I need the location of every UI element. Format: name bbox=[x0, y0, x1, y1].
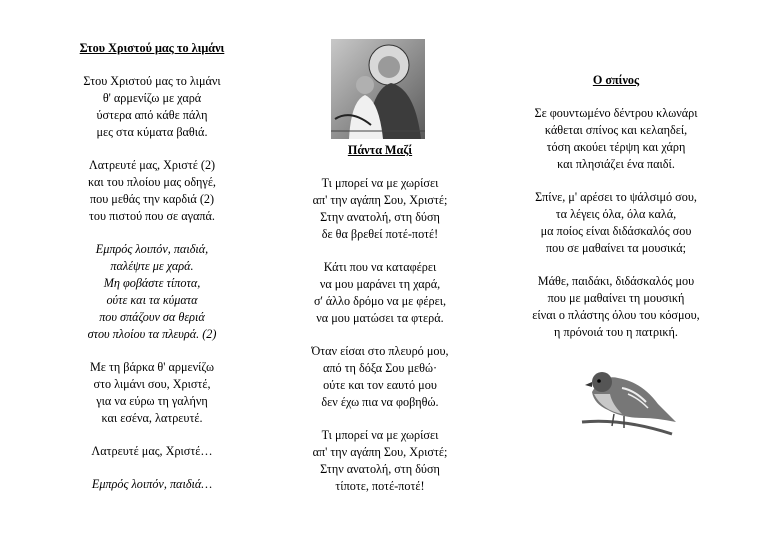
stanza bbox=[506, 189, 726, 257]
verse-line: δεν έχω πια να φοβηθώ. bbox=[321, 395, 439, 409]
verse-line: ούτε και τον εαυτό μου bbox=[323, 378, 437, 392]
verse-line: ούτε και τα κύματα bbox=[106, 293, 198, 307]
stanza bbox=[270, 175, 490, 243]
verse-line: σ' άλλο δρόμο να με φέρει, bbox=[313, 294, 447, 308]
verse-line: παλέψτε με χαρά. bbox=[110, 259, 194, 273]
verse-line: στου πλοίου τα πλευρά. (2) bbox=[87, 327, 217, 341]
verse-line: Σε φουντωμένο δέντρου κλωνάρι bbox=[534, 106, 698, 120]
poem-column-3 bbox=[506, 0, 726, 357]
verse-line: τα λέγεις όλα, όλα καλά, bbox=[555, 207, 677, 221]
verse-line: στο λιμάνι σου, Χριστέ, bbox=[93, 377, 211, 391]
verse-line: Μη φοβάστε τίποτα, bbox=[103, 276, 201, 290]
stanza bbox=[42, 443, 262, 460]
verse-line: δε θα βρεθεί ποτέ-ποτέ! bbox=[321, 227, 439, 241]
verse-line: μες στα κύματα βαθιά. bbox=[96, 125, 208, 139]
verse-line: να μου ματώσει τα φτερά. bbox=[316, 311, 444, 325]
verse-line: που μεθάς την καρδιά (2) bbox=[89, 192, 215, 206]
stanza-chorus bbox=[42, 241, 262, 343]
verse-line: απ' την αγάπη Σου, Χριστέ; bbox=[312, 445, 448, 459]
verse-line: Τι μπορεί να με χωρίσει bbox=[321, 176, 439, 190]
finch-bird-icon bbox=[572, 352, 680, 444]
verse-line: από τη δόξα Σου μεθώ· bbox=[322, 361, 438, 375]
verse-line: που με μαθαίνει τη μουσική bbox=[547, 291, 685, 305]
verse-line: και πλησιάζει ένα παιδί. bbox=[557, 157, 675, 171]
verse-line: τόση ακούει τέρψη και χάρη bbox=[546, 140, 686, 154]
verse-line: Λατρευτέ μας, Χριστέ… bbox=[91, 444, 213, 458]
verse-line: να μου μαράνει τη χαρά, bbox=[319, 277, 441, 291]
verse-line: κάθεται σπίνος και κελαηδεί, bbox=[544, 123, 688, 137]
poem-title-2: Πάντα Μαζί bbox=[347, 143, 413, 157]
verse-line: Στην ανατολή, στη δύση bbox=[320, 462, 440, 476]
verse-line: Στην ανατολή, στη δύση bbox=[320, 210, 440, 224]
poem-column-1 bbox=[42, 0, 262, 509]
verse-line: Σπίνε, μ' αρέσει το ψάλσιμό σου, bbox=[535, 190, 697, 204]
poem-title-1: Στου Χριστού μας το λιμάνι bbox=[79, 41, 225, 55]
verse-line: του πιστού που σε αγαπά. bbox=[89, 209, 215, 223]
poem-title-3: Ο σπίνος bbox=[592, 73, 640, 87]
stanza bbox=[42, 359, 262, 427]
stanza bbox=[270, 259, 490, 327]
stanza bbox=[270, 427, 490, 495]
verse-line: Στου Χριστού μας το λιμάνι bbox=[83, 74, 221, 88]
verse-line: ύστερα από κάθε πάλη bbox=[96, 108, 208, 122]
verse-line: η πρόνοιά του η πατρική. bbox=[554, 325, 678, 339]
verse-line: που σπάζουν σα θεριά bbox=[99, 310, 205, 324]
poem-column-2 bbox=[270, 0, 490, 511]
verse-line: θ' αρμενίζω με χαρά bbox=[102, 91, 202, 105]
stanza bbox=[506, 273, 726, 341]
verse-line: μα ποίος είναι διδάσκαλός σου bbox=[540, 224, 692, 238]
verse-line: Όταν είσαι στο πλευρό μου, bbox=[311, 344, 449, 358]
verse-line: απ' την αγάπη Σου, Χριστέ; bbox=[312, 193, 448, 207]
verse-line: Με τη βάρκα θ' αρμενίζω bbox=[89, 360, 215, 374]
verse-line: για να εύρω τη γαλήνη bbox=[96, 394, 208, 408]
stanza bbox=[42, 157, 262, 225]
stanza bbox=[506, 105, 726, 173]
verse-line: Μάθε, παιδάκι, διδάσκαλός μου bbox=[537, 274, 695, 288]
stanza bbox=[42, 476, 262, 493]
verse-line: τίποτε, ποτέ-ποτέ! bbox=[335, 479, 425, 493]
stanza bbox=[42, 73, 262, 141]
stanza bbox=[270, 343, 490, 411]
verse-line: είναι ο πλάστης όλου του κόσμου, bbox=[532, 308, 700, 322]
verse-line: Εμπρός λοιπόν, παιδιά, bbox=[95, 242, 209, 256]
verse-line: και εσένα, λατρευτέ. bbox=[101, 411, 203, 425]
verse-line: που σε μαθαίνει τα μουσικά; bbox=[545, 241, 687, 255]
verse-line: Εμπρός λοιπόν, παιδιά… bbox=[91, 477, 213, 491]
verse-line: Κάτι που να καταφέρει bbox=[323, 260, 437, 274]
verse-line: Τι μπορεί να με χωρίσει bbox=[321, 428, 439, 442]
verse-line: και του πλοίου μας οδηγέ, bbox=[88, 175, 216, 189]
verse-line: Λατρευτέ μας, Χριστέ (2) bbox=[88, 158, 216, 172]
